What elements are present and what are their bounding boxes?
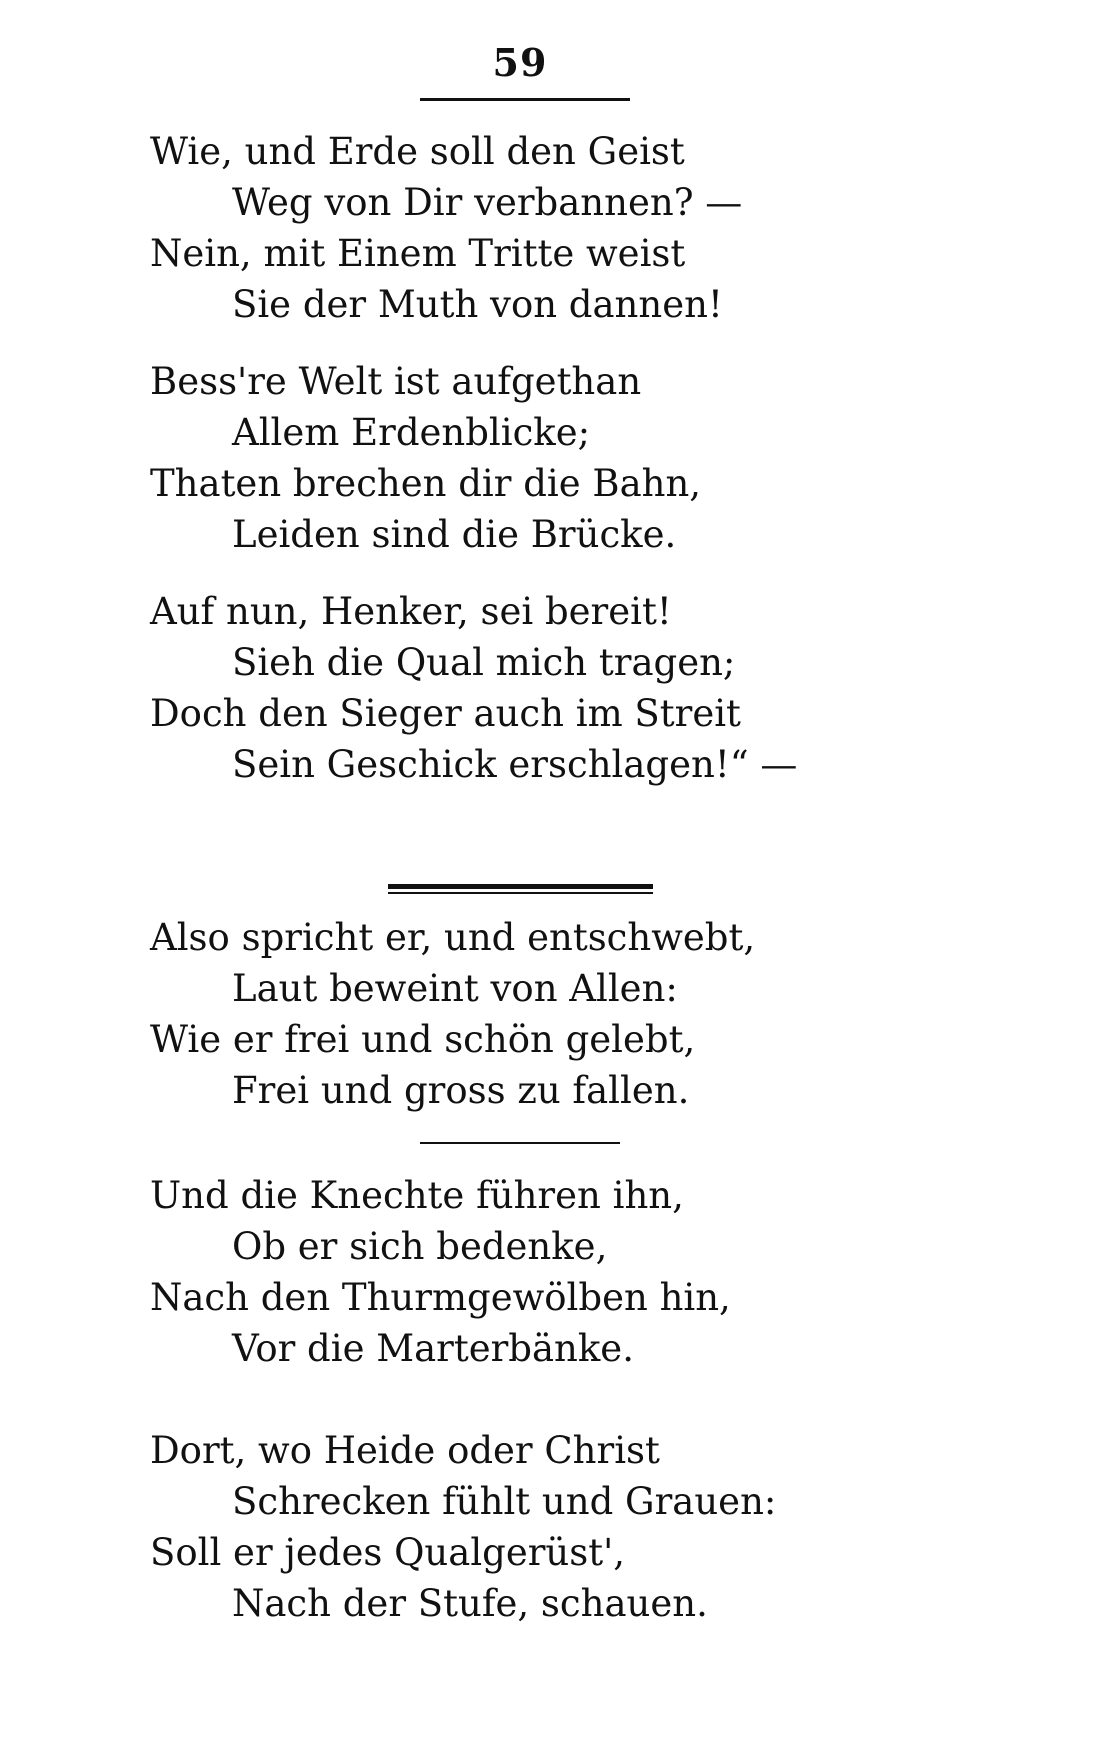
stanza-divider <box>420 1142 620 1144</box>
verse-line: Doch den Sieger auch im Streit <box>150 692 741 735</box>
divider-thin-line <box>388 892 653 894</box>
verse-line: Ob er sich bedenke, <box>232 1225 608 1268</box>
verse-line: Nein, mit Einem Tritte weist <box>150 232 686 275</box>
stanza-5 <box>150 1170 910 1374</box>
section-divider <box>388 884 653 894</box>
verse-line: Thaten brechen dir die Bahn, <box>150 462 702 505</box>
stanza-3 <box>150 586 910 790</box>
verse-line: Schrecken fühlt und Grauen: <box>232 1480 777 1523</box>
verse-line: Wie, und Erde soll den Geist <box>150 130 685 173</box>
verse-line: Also spricht er, und entschwebt, <box>150 916 756 959</box>
verse-line: Wie er frei und schön gelebt, <box>150 1018 696 1061</box>
stanza-2 <box>150 356 910 560</box>
stanza-4 <box>150 912 910 1116</box>
verse-line: Und die Knechte führen ihn, <box>150 1174 684 1217</box>
verse-line: Nach den Thurmgewölben hin, <box>150 1276 731 1319</box>
verse-line: Allem Erdenblicke; <box>232 411 591 454</box>
verse-line: Bess're Welt ist aufgethan <box>150 360 642 403</box>
verse-line: Frei und gross zu fallen. <box>232 1069 690 1112</box>
verse-line: Leiden sind die Brücke. <box>232 513 677 556</box>
verse-line: Auf nun, Henker, sei bereit! <box>150 590 672 633</box>
verse-line: Nach der Stufe, schauen. <box>232 1582 708 1625</box>
header-rule <box>420 98 630 101</box>
page-number: 59 <box>492 40 548 85</box>
verse-line: Sieh die Qual mich tragen; <box>232 641 736 684</box>
verse-line: Sie der Muth von dannen! <box>232 283 723 326</box>
verse-line: Laut beweint von Allen: <box>232 967 678 1010</box>
stanza-6 <box>150 1425 910 1629</box>
verse-line: Dort, wo Heide oder Christ <box>150 1429 660 1472</box>
stanza-1 <box>150 126 910 330</box>
verse-line: Vor die Marterbänke. <box>232 1327 634 1370</box>
verse-line: Sein Geschick erschlagen!“ — <box>232 743 798 786</box>
verse-line: Soll er jedes Qualgerüst', <box>150 1531 626 1574</box>
verse-line: Weg von Dir verbannen? — <box>232 181 743 224</box>
